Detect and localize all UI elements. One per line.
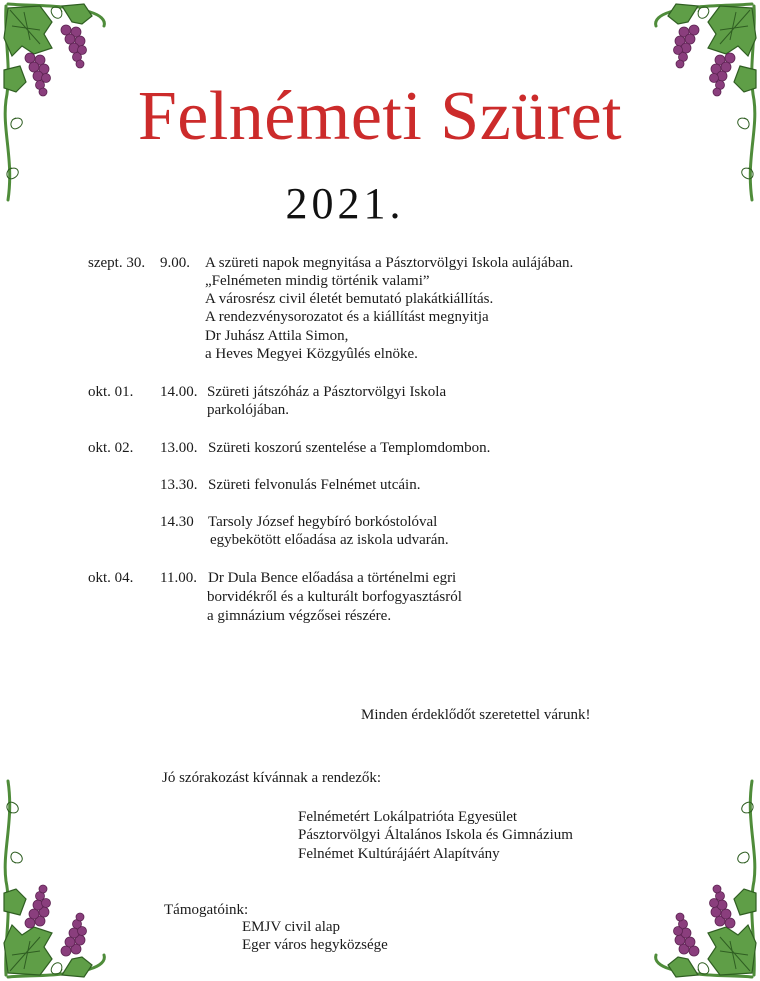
- event-line: egybekötött előadása az iskola udvarán.: [210, 532, 449, 548]
- event-date: szept. 30.: [88, 255, 146, 271]
- sponsors-heading: Támogatóink:: [164, 902, 249, 918]
- event-line: borvidékről és a kulturált borfogyasztásról: [207, 589, 462, 605]
- event-time: 13.00.: [160, 440, 198, 456]
- invitation-text: Minden érdeklődőt szeretettel várunk!: [361, 707, 591, 723]
- event-line: Szüreti felvonulás Felnémet utcáin.: [208, 477, 421, 493]
- event-time: 14.30: [160, 514, 194, 530]
- event-date: okt. 04.: [88, 570, 134, 586]
- page-title: Felnémeti Szüret: [137, 78, 623, 155]
- event-line: „Felnémeten mindig történik valami”: [205, 273, 430, 289]
- event-line: a gimnázium végzősei részére.: [207, 608, 392, 624]
- organizer-item: Felnémetért Lokálpatrióta Egyesület: [298, 809, 518, 825]
- event-line: A városrész civil életét bemutató plakátkiállítás.: [205, 291, 494, 307]
- event-date: okt. 02.: [88, 440, 134, 456]
- year: 2021.: [285, 179, 405, 228]
- event-date: okt. 01.: [88, 384, 134, 400]
- grapevine-corner-bottom-left-icon: [0, 761, 110, 981]
- organizers-heading: Jó szórakozást kívánnak a rendezők:: [162, 770, 382, 786]
- event-line: Szüreti játszóház a Pásztorvölgyi Iskola: [207, 384, 447, 400]
- organizer-item: Felnémet Kultúrájáért Alapítvány: [298, 846, 500, 862]
- event-line: Tarsoly József hegybíró borkóstolóval: [208, 514, 438, 530]
- event-line: a Heves Megyei Közgyûlés elnöke.: [205, 346, 418, 362]
- event-line: Szüreti koszorú szentelése a Templomdombon.: [208, 440, 491, 456]
- event-time: 14.00.: [160, 384, 198, 400]
- event-time: 13.30.: [160, 477, 198, 493]
- organizer-item: Pásztorvölgyi Általános Iskola és Gimnázium: [298, 827, 573, 843]
- event-line: A rendezvénysorozatot és a kiállítást megnyitja: [205, 309, 489, 325]
- grapevine-corner-bottom-right-icon: [650, 761, 760, 981]
- event-line: Dr Dula Bence előadása a történelmi egri: [208, 570, 457, 586]
- event-time: 9.00.: [160, 255, 190, 271]
- event-line: A szüreti napok megnyitása a Pásztorvölgyi Iskola aulájában.: [205, 255, 574, 271]
- sponsor-item: Eger város hegyközsége: [242, 937, 388, 953]
- event-line: parkolójában.: [207, 402, 290, 418]
- sponsor-item: EMJV civil alap: [242, 919, 341, 935]
- event-time: 11.00.: [160, 570, 197, 586]
- event-line: Dr Juhász Attila Simon,: [205, 328, 349, 344]
